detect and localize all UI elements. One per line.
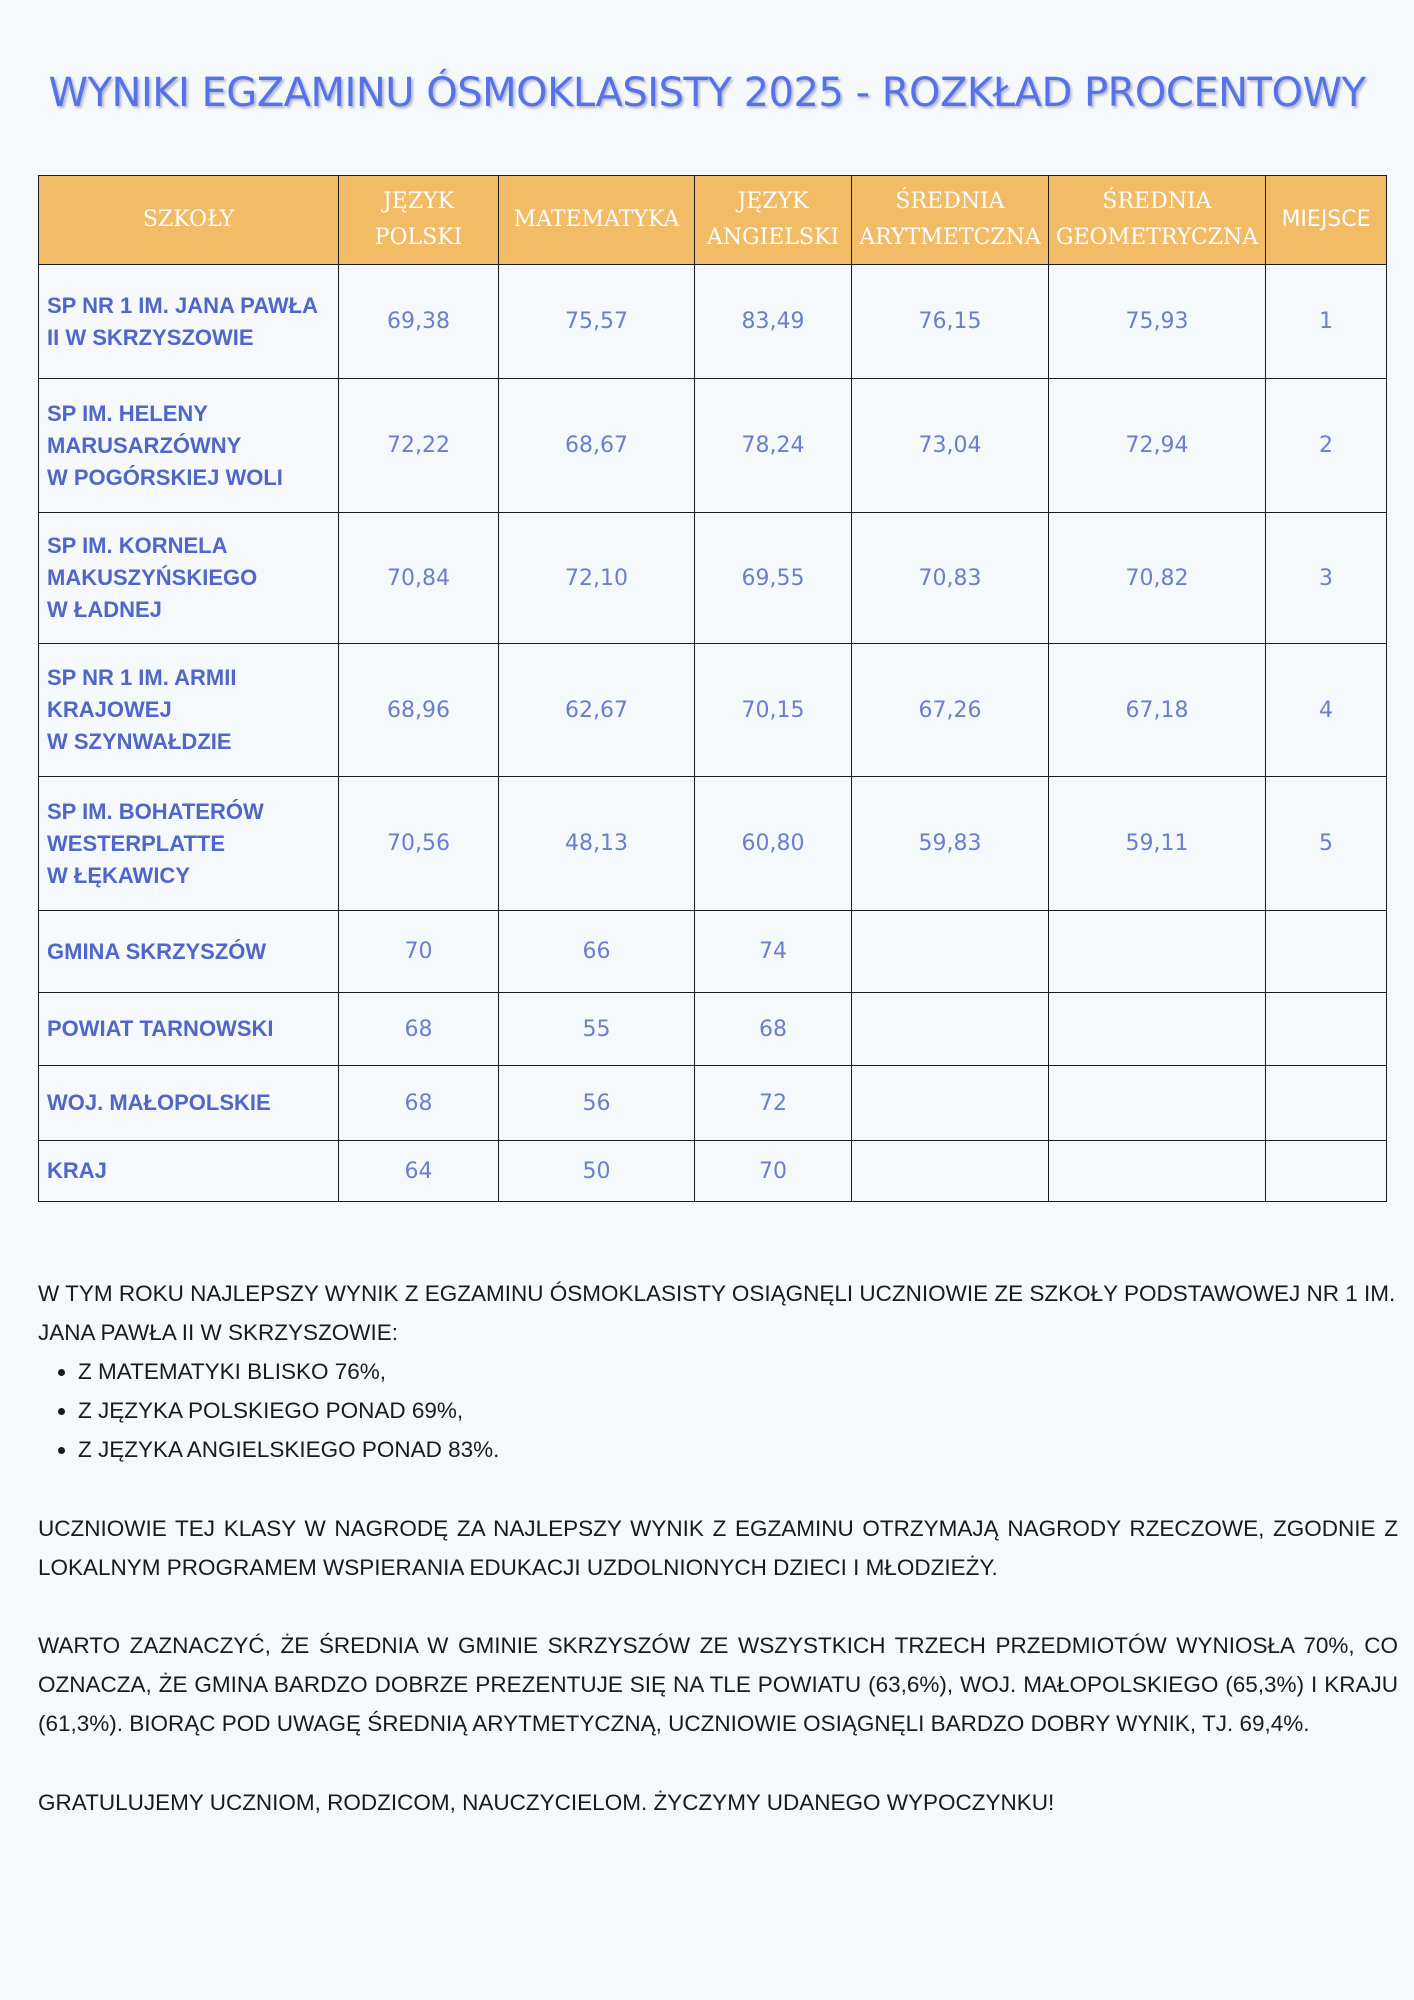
region-name: KRAJ (39, 1141, 339, 1202)
header-geometric-mean: ŚREDNIA GEOMETRYCZNA (1049, 176, 1266, 265)
score-polish: 68,96 (339, 644, 499, 777)
rank (1266, 993, 1387, 1066)
table-row (39, 644, 1387, 777)
rank: 1 (1266, 265, 1387, 379)
school-name: SP NR 1 IM. JANA PAWŁA II W SKRZYSZOWIE (39, 265, 339, 379)
score-math: 56 (499, 1066, 695, 1141)
geometric-mean: 59,11 (1049, 777, 1266, 911)
score-math: 72,10 (499, 513, 695, 644)
geometric-mean: 70,82 (1049, 513, 1266, 644)
page-title: WYNIKI EGZAMINU ÓSMOKLASISTY 2025 - ROZKŁAD PROCENTOWY (48, 70, 1366, 116)
geometric-mean (1049, 1141, 1266, 1202)
header-arithmetic-mean: ŚREDNIA ARYTMETCZNA (852, 176, 1049, 265)
table-row (39, 777, 1387, 911)
geometric-mean: 67,18 (1049, 644, 1266, 777)
score-polish: 68 (339, 1066, 499, 1141)
geometric-mean (1049, 1066, 1266, 1141)
header-schools: SZKOŁY (39, 176, 339, 265)
arithmetic-mean (852, 993, 1049, 1066)
geometric-mean (1049, 993, 1266, 1066)
region-name: POWIAT TARNOWSKI (39, 993, 339, 1066)
rank: 4 (1266, 644, 1387, 777)
table-row (39, 513, 1387, 644)
region-name: WOJ. MAŁOPOLSKIE (39, 1066, 339, 1141)
score-polish: 72,22 (339, 379, 499, 513)
rank: 3 (1266, 513, 1387, 644)
table-row (39, 379, 1387, 513)
score-math: 50 (499, 1141, 695, 1202)
arithmetic-mean (852, 911, 1049, 993)
geometric-mean: 72,94 (1049, 379, 1266, 513)
score-math: 48,13 (499, 777, 695, 911)
summary-bullet-list (38, 1352, 1398, 1469)
score-english: 60,80 (695, 777, 852, 911)
congratulations-paragraph: GRATULUJEMY UCZNIOM, RODZICOM, NAUCZYCIELOM. ŻYCZYMY UDANEGO WYPOCZYNKU! (38, 1790, 1055, 1815)
score-english: 70 (695, 1141, 852, 1202)
awards-paragraph: UCZNIOWIE TEJ KLASY W NAGRODĘ ZA NAJLEPSZY WYNIK Z EGZAMINU OTRZYMAJĄ NAGRODY RZECZOWE, ZGODNIE Z LOKALNYM PROGRAMEM WSPIERANIA EDUKACJI UZDOLNIONYCH DZIECI I MŁODZIEŻY. (38, 1516, 1398, 1580)
table-row (39, 265, 1387, 379)
school-name: SP IM. BOHATERÓW WESTERPLATTE W ŁĘKAWICY (39, 777, 339, 911)
region-name: GMINA SKRZYSZÓW (39, 911, 339, 993)
rank (1266, 911, 1387, 993)
score-english: 78,24 (695, 379, 852, 513)
table-header-row (39, 176, 1387, 265)
geometric-mean (1049, 911, 1266, 993)
comparison-paragraph: WARTO ZAZNACZYĆ, ŻE ŚREDNIA W GMINIE SKRZYSZÓW ZE WSZYSTKICH TRZECH PRZEDMIOTÓW WYNIOSŁA 70%, CO OZNACZA, ŻE GMINA BARDZO DOBRZE PREZENTUJE SIĘ NA TLE POWIATU (63,6%), WOJ. MAŁOPOLSKIEGO (65,3%) I KRAJU (61,3%). BIORĄC POD UWAGĘ ŚREDNIĄ ARYTMETYCZNĄ, UCZNIOWIE OSIĄGNĘLI BARDZO DOBRY WYNIK, TJ. 69,4%. (38, 1633, 1398, 1736)
score-english: 69,55 (695, 513, 852, 644)
geometric-mean: 75,93 (1049, 265, 1266, 379)
header-polish: JĘZYK POLSKI (339, 176, 499, 265)
rank (1266, 1066, 1387, 1141)
arithmetic-mean: 73,04 (852, 379, 1049, 513)
header-math: MATEMATYKA (499, 176, 695, 265)
score-math: 75,57 (499, 265, 695, 379)
score-math: 55 (499, 993, 695, 1066)
score-english: 74 (695, 911, 852, 993)
summary-intro: W TYM ROKU NAJLEPSZY WYNIK Z EGZAMINU ÓSMOKLASISTY OSIĄGNĘLI UCZNIOWIE ZE SZKOŁY PODSTAWOWEJ NR 1 IM. JANA PAWŁA II W SKRZYSZOWIE: (38, 1281, 1396, 1345)
arithmetic-mean: 67,26 (852, 644, 1049, 777)
rank: 5 (1266, 777, 1387, 911)
rank: 2 (1266, 379, 1387, 513)
score-math: 66 (499, 911, 695, 993)
table-row (39, 993, 1387, 1066)
score-polish: 68 (339, 993, 499, 1066)
arithmetic-mean: 76,15 (852, 265, 1049, 379)
score-math: 62,67 (499, 644, 695, 777)
list-item: • Z MATEMATYKI BLISKO 76%, (78, 1352, 1398, 1391)
table-row (39, 1066, 1387, 1141)
score-english: 83,49 (695, 265, 852, 379)
list-item: • Z JĘZYKA POLSKIEGO PONAD 69%, (78, 1391, 1398, 1430)
score-english: 72 (695, 1066, 852, 1141)
list-item: • Z JĘZYKA ANGIELSKIEGO PONAD 83%. (78, 1430, 1398, 1469)
header-english: JĘZYK ANGIELSKI (695, 176, 852, 265)
summary-paragraph (38, 1274, 1398, 1469)
school-name: SP IM. HELENY MARUSARZÓWNY W POGÓRSKIEJ WOLI (39, 379, 339, 513)
rank (1266, 1141, 1387, 1202)
score-polish: 69,38 (339, 265, 499, 379)
score-math: 68,67 (499, 379, 695, 513)
school-name: SP IM. KORNELA MAKUSZYŃSKIEGO W ŁADNEJ (39, 513, 339, 644)
score-english: 70,15 (695, 644, 852, 777)
table-row (39, 911, 1387, 993)
arithmetic-mean (852, 1141, 1049, 1202)
score-polish: 70,84 (339, 513, 499, 644)
arithmetic-mean: 70,83 (852, 513, 1049, 644)
score-polish: 64 (339, 1141, 499, 1202)
score-polish: 70,56 (339, 777, 499, 911)
arithmetic-mean (852, 1066, 1049, 1141)
results-table (38, 175, 1387, 1202)
school-name: SP NR 1 IM. ARMII KRAJOWEJ W SZYNWAŁDZIE (39, 644, 339, 777)
table-row (39, 1141, 1387, 1202)
header-rank: MIEJSCE (1266, 176, 1387, 265)
score-polish: 70 (339, 911, 499, 993)
score-english: 68 (695, 993, 852, 1066)
arithmetic-mean: 59,83 (852, 777, 1049, 911)
